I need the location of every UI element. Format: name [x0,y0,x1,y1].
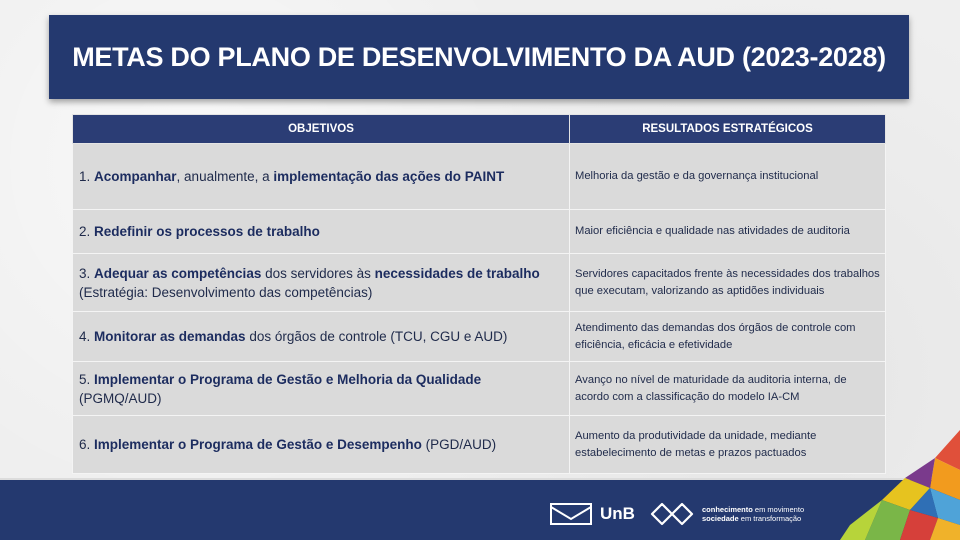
slogan-line2-bold: sociedade [702,514,739,523]
objective-text: dos servidores às [261,265,375,281]
objective-emphasis: necessidades de trabalho [374,265,540,281]
slogan-line2-light: em transformação [738,514,802,523]
objective-cell [73,416,570,474]
objective-text: (PGD/AUD) [421,437,497,452]
objective-text: 6. [79,437,95,452]
objective-cell [73,362,570,416]
slogan-wave-icon [650,500,694,528]
slogan-text [702,505,804,523]
title-banner [49,15,909,99]
objective-cell [73,254,570,312]
page-title: METAS DO PLANO DE DESENVOLVIMENTO DA AUD (2023-2028) [72,41,886,72]
slogan-line1-light: em movimento [752,505,805,514]
objective-emphasis: implementação das ações do PAINT [273,169,505,184]
objective-emphasis: Monitorar as demandas [94,329,246,344]
objective-emphasis: Redefinir os processos de trabalho [94,224,320,239]
table-row [73,254,886,312]
slogan-logo [650,500,804,528]
unb-envelope-icon [550,503,592,525]
unb-logo [550,503,635,525]
objective-emphasis: Implementar o Programa de Gestão e Melhoria da Qualidade [94,371,482,387]
table-row [73,210,886,254]
objective-text: dos órgãos de controle (TCU, CGU e AUD) [245,329,508,344]
objective-cell [73,312,570,362]
objective-text: 5. [79,371,95,387]
objective-text: , anualmente, a [176,169,274,184]
objective-emphasis: Implementar o Programa de Gestão e Desempenho [94,437,422,452]
result-cell: Melhoria da gestão e da governança institucional [570,144,886,210]
objective-cell [73,144,570,210]
goals-table [72,114,886,474]
table-header-row [73,115,886,144]
result-cell: Atendimento das demandas dos órgãos de controle com eficiência, eficácia e efetividade [570,312,886,362]
result-cell: Maior eficiência e qualidade nas atividades de auditoria [570,210,886,254]
objective-emphasis: Adequar as competências [94,265,262,281]
objective-text: 3. [79,265,95,281]
objective-text: 2. [79,224,95,239]
objective-emphasis: Acompanhar [94,169,177,184]
slogan-line1-bold: conhecimento [702,505,753,514]
objective-text: (Estratégia: Desenvolvimento das competências) [79,284,373,300]
column-header-resultados: RESULTADOS ESTRATÉGICOS [570,115,886,144]
table-row [73,416,886,474]
table-row [73,312,886,362]
table-row [73,144,886,210]
column-header-objetivos: OBJETIVOS [73,115,570,144]
objective-cell [73,210,570,254]
result-cell: Aumento da produtividade da unidade, mediante estabelecimento de metas e prazos pactuados [570,416,886,474]
unb-label: UnB [600,504,635,523]
mosaic-graphic [810,430,960,540]
result-cell: Avanço no nível de maturidade da auditoria interna, de acordo com a classificação do modelo IA-CM [570,362,886,416]
table-row [73,362,886,416]
objective-text: 4. [79,329,95,344]
objective-text: 1. [79,169,95,184]
result-cell: Servidores capacitados frente às necessidades dos trabalhos que executam, valorizando as aptidões individuais [570,254,886,312]
objective-text: (PGMQ/AUD) [79,390,162,406]
